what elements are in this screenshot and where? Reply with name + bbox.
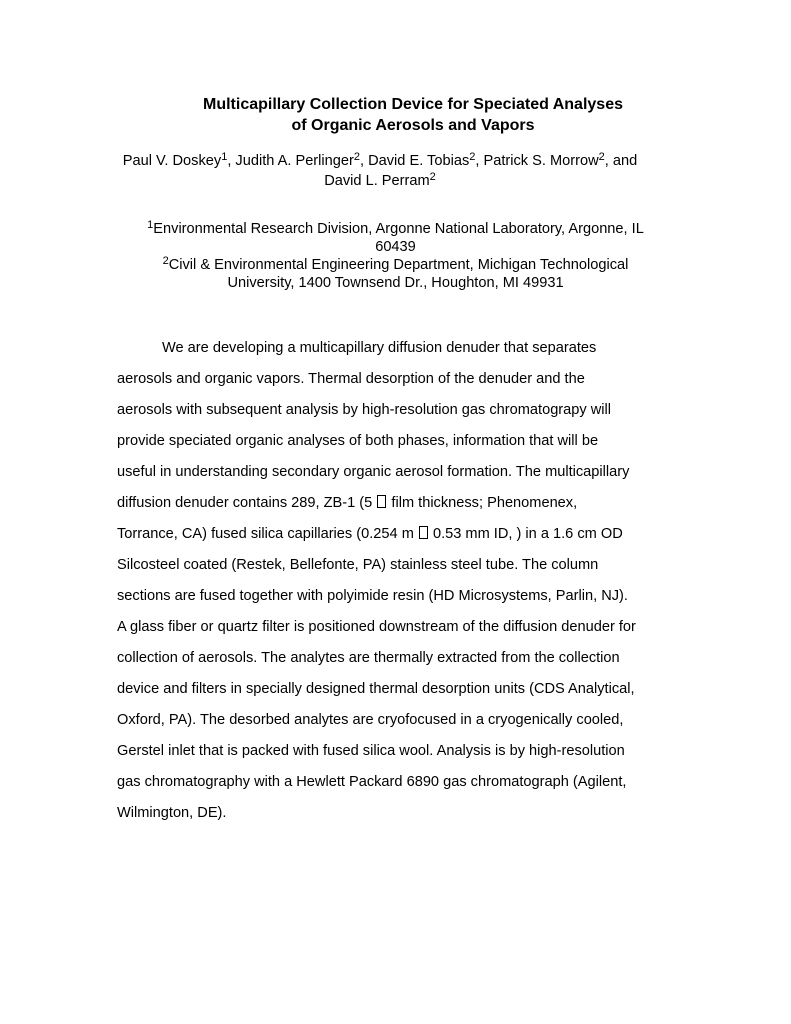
author-affiliation-mark: 2 bbox=[429, 171, 436, 183]
body-line: Wilmington, DE). bbox=[117, 805, 227, 821]
author-name: , Judith A. Perlinger bbox=[227, 153, 354, 169]
author-name: , David E. Tobias bbox=[360, 153, 470, 169]
body-line: collection of aerosols. The analytes are thermally extracted from the collection bbox=[117, 650, 620, 666]
body-text-fragment: diffusion denuder contains 289, ZB-1 (5 bbox=[117, 495, 377, 511]
affiliation-2-line-2: University, 1400 Townsend Dr., Houghton, MI 49931 bbox=[227, 275, 564, 291]
body-line: Silcosteel coated (Restek, Bellefonte, PA) stainless steel tube. The column bbox=[117, 557, 599, 573]
body-line: Oxford, PA). The desorbed analytes are cryofocused in a cryogenically cooled, bbox=[117, 712, 624, 728]
body-line: We are developing a multicapillary diffusion denuder that separates bbox=[162, 340, 597, 356]
affiliation-1-line-1 bbox=[0, 220, 791, 238]
body-line: aerosols and organic vapors. Thermal desorption of the denuder and the bbox=[117, 371, 585, 387]
author-name: Paul V. Doskey bbox=[122, 153, 222, 169]
missing-glyph-icon bbox=[419, 526, 428, 539]
body-text-fragment: film thickness; Phenomenex, bbox=[387, 495, 578, 511]
affiliation-2-line-1 bbox=[0, 256, 791, 274]
author-line-1 bbox=[0, 151, 760, 171]
body-line: provide speciated organic analyses of both phases, information that will be bbox=[117, 433, 599, 449]
author-affiliation-mark: 2 bbox=[353, 151, 360, 163]
body-line: A glass fiber or quartz filter is positioned downstream of the diffusion denuder for bbox=[117, 619, 636, 635]
body-line bbox=[117, 488, 697, 519]
paper-title bbox=[0, 94, 791, 136]
body-text-fragment: 0.53 mm ID, ) in a 1.6 cm OD bbox=[428, 526, 623, 542]
body-line bbox=[117, 519, 697, 550]
body-line: Gerstel inlet that is packed with fused silica wool. Analysis is by high-resolution bbox=[117, 743, 625, 759]
body-line: aerosols with subsequent analysis by high-resolution gas chromatograpy will bbox=[117, 402, 612, 418]
affiliation-mark: 1 bbox=[147, 219, 154, 231]
body-line: device and filters in specially designed thermal desorption units (CDS Analytical, bbox=[117, 681, 635, 697]
body-line: gas chromatography with a Hewlett Packard 6890 gas chromatograph (Agilent, bbox=[117, 774, 627, 790]
title-line-2: of Organic Aerosols and Vapors bbox=[291, 117, 535, 134]
author-line-2 bbox=[0, 171, 760, 191]
body-line: sections are fused together with polyimide resin (HD Microsystems, Parlin, NJ). bbox=[117, 588, 628, 604]
author-affiliation-mark: 1 bbox=[221, 151, 228, 163]
affiliations bbox=[0, 220, 791, 292]
author-conjunction: , and bbox=[604, 153, 638, 169]
body-text-fragment: Torrance, CA) fused silica capillaries (0.254 m bbox=[117, 526, 418, 542]
affiliation-text: Environmental Research Division, Argonne National Laboratory, Argonne, IL bbox=[153, 221, 644, 237]
author-affiliation-mark: 2 bbox=[469, 151, 476, 163]
author-name: , Patrick S. Morrow bbox=[475, 153, 599, 169]
affiliation-mark: 2 bbox=[162, 255, 169, 267]
author-list bbox=[0, 151, 760, 191]
affiliation-1-line-2: 60439 bbox=[375, 239, 416, 255]
title-line-1: Multicapillary Collection Device for Speciated Analyses bbox=[203, 96, 623, 113]
author-name: David L. Perram bbox=[324, 173, 430, 189]
body-line: useful in understanding secondary organic aerosol formation. The multicapillary bbox=[117, 464, 630, 480]
abstract-body bbox=[117, 333, 697, 829]
author-affiliation-mark: 2 bbox=[598, 151, 605, 163]
missing-glyph-icon bbox=[377, 495, 386, 508]
affiliation-text: Civil & Environmental Engineering Department, Michigan Technological bbox=[168, 257, 629, 273]
